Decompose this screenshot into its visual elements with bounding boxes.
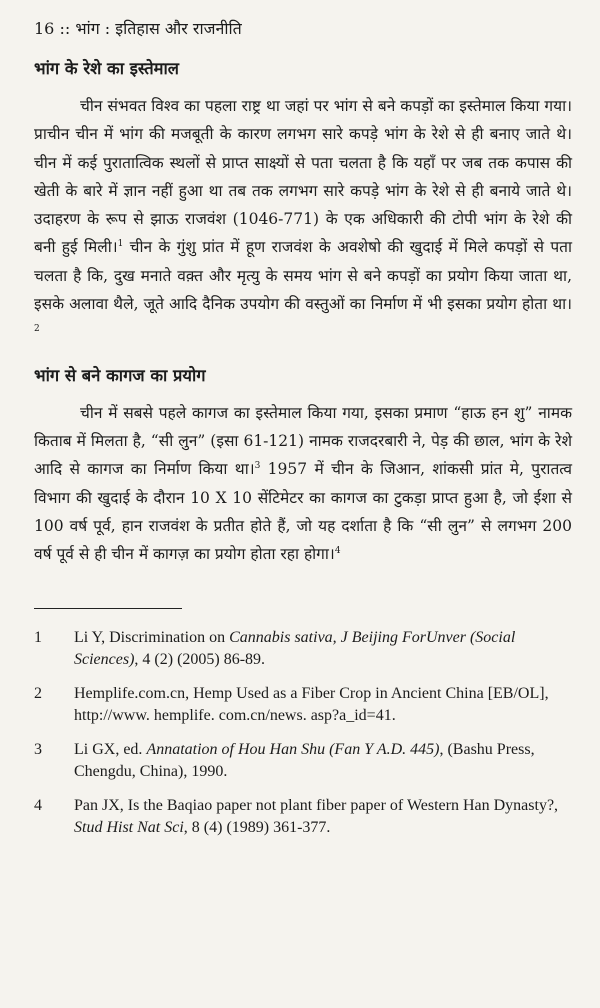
footnote-text xyxy=(74,739,572,783)
paragraph-fiber xyxy=(34,92,572,347)
footnote-4 xyxy=(34,795,572,839)
footnote-3 xyxy=(34,739,572,783)
paragraph-paper-text-a: चीन में सबसे पहले कागज का इस्तेमाल किया गया, इसका प्रमाण “हाऊ हन शु” नामक किताब में मिलता है, “सी लुन” (इसा 61-121) नामक राजदरबारी ने, पेड़ की छाल, भांग के रेशे आदि से कागज का निर्माण किया था। xyxy=(34,403,572,479)
footnote-ref-4: 4 xyxy=(334,546,341,556)
section-heading-paper: भांग से बने कागज का प्रयोग xyxy=(34,365,206,385)
footnote-number: 2 xyxy=(34,685,42,703)
footnote-text xyxy=(74,795,572,839)
footnote-text-italic: Cannabis sativa, J Beijing ForUnver (Social Sciences) xyxy=(74,629,516,669)
footnote-number: 1 xyxy=(34,629,42,647)
footnote-number: 4 xyxy=(34,797,42,815)
footnote-text-post: , 4 (2) (2005) 86-89. xyxy=(134,651,266,669)
footnote-2 xyxy=(34,683,572,727)
footnote-ref-1: 1 xyxy=(117,239,124,250)
footnote-text-post: , (Bashu Press, Chengdu, China), 1990. xyxy=(74,741,535,781)
footnote-1 xyxy=(34,627,572,671)
footnote-text-pre: Li GX, ed. xyxy=(74,741,147,759)
footnote-text-pre: Li Y, Discrimination on xyxy=(74,629,230,647)
paragraph-paper-text-b: 1957 में चीन के जिआन, शांकसी प्रांत मे, पुरातत्व विभाग की खुदाई के दौरान 10 X 10 सेंटिमेटर का कागज का टुकड़ा प्राप्त हुआ है, जो ईशा से 100 वर्ष पूर्व, हान राजवंश के प्रतीत होते हैं, जो यह दर्शाता है कि “सी लुन” से लगभग 200 वर्ष पूर्व से ही चीन में कागज़ का प्रयोग होता रहा होगा। xyxy=(34,460,572,564)
footnotes xyxy=(34,627,572,839)
book-page xyxy=(34,18,572,851)
footnote-text-italic: Stud Hist Nat Sci xyxy=(74,819,184,837)
footnote-text-pre: Hemplife.com.cn, Hemp Used as a Fiber Crop in Ancient China [EB/OL], http://www. hemplife. com.cn/news. asp?a_id=41. xyxy=(74,685,549,725)
paragraph-paper xyxy=(34,399,572,569)
paragraph-fiber-text-b: चीन के गुंशु प्रांत में हूण राजवंश के अवशेषो की खुदाई में मिले कपड़ों से पता चलता है कि, दुख मनाते वक़्त और मृत्यु के समय भांग से बने कपड़ों का प्रयोग किया जाता था, इसके अलावा थैले, जूते आदि दैनिक उपयोग की वस्तुओं का निर्माण में भी इसका प्रयोग होता था। xyxy=(34,238,572,314)
footnote-text-post: , 8 (4) (1989) 361-377. xyxy=(183,819,331,837)
footnote-ref-2: 2 xyxy=(34,324,40,335)
footnote-ref-3: 3 xyxy=(254,461,261,472)
running-head: 16 :: भांग : इतिहास और राजनीति xyxy=(34,19,242,38)
section-heading-fiber: भांग के रेशे का इस्तेमाल xyxy=(34,59,179,78)
footnote-divider xyxy=(34,608,182,609)
footnote-text-italic: Annatation of Hou Han Shu (Fan Y A.D. 445) xyxy=(146,741,440,759)
footnote-text xyxy=(74,683,572,727)
footnote-text xyxy=(74,627,572,671)
footnote-number: 3 xyxy=(34,741,42,759)
footnote-text-pre: Pan JX, Is the Baqiao paper not plant fiber paper of Western Han Dynasty?, xyxy=(74,797,559,815)
paragraph-fiber-text-a: चीन संभवत विश्व का पहला राष्ट्र था जहां पर भांग से बने कपड़ों का इस्तेमाल किया गया। प्राचीन चीन में भांग की मजबूती के कारण लगभग सारे कपड़े भांग के रेशे से ही बनाए जाते थे। चीन में कई पुरातात्विक स्थलों से प्राप्त साक्ष्यों से पता चलता है कि यहाँ पर जब तक कपास की खेती के बारे में ज्ञान नहीं हुआ था तब तक लगभग सारे कपड़े भांग के रेशे से ही बनाये जाते थे। उदाहरण के रूप से झाऊ राजवंश (1046-771) के एक अधिकारी की टोपी भांग के रेशे की बनी हुई मिली। xyxy=(34,97,572,257)
